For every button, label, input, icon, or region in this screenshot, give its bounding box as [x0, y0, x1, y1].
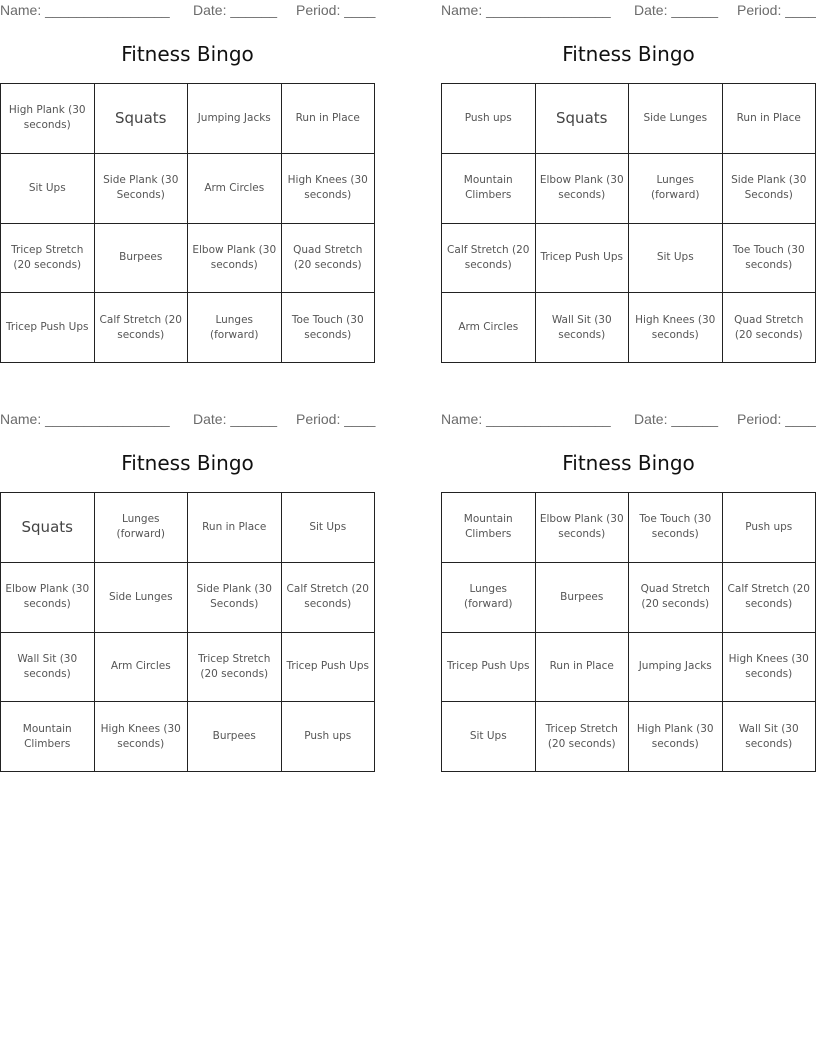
- bingo-cell: High Knees (30 seconds): [95, 702, 189, 772]
- bingo-cell: Quad Stretch (20 seconds): [282, 224, 376, 294]
- bingo-cell: Arm Circles: [188, 154, 282, 224]
- bingo-cell: Toe Touch (30 seconds): [282, 293, 376, 363]
- card-title: Fitness Bingo: [121, 42, 254, 66]
- bingo-cell: High Plank (30 seconds): [629, 702, 723, 772]
- bingo-cell: Push ups: [282, 702, 376, 772]
- period-field-label: Period: ____: [296, 411, 376, 427]
- period-field-label: Period: ____: [296, 2, 376, 18]
- bingo-cell: Tricep Stretch (20 seconds): [188, 633, 282, 703]
- bingo-cell: Lunges (forward): [629, 154, 723, 224]
- bingo-cell: Elbow Plank (30 seconds): [1, 563, 95, 633]
- bingo-cell: Push ups: [723, 493, 816, 563]
- bingo-cell: Calf Stretch (20 seconds): [95, 293, 189, 363]
- bingo-cell: Wall Sit (30 seconds): [1, 633, 95, 703]
- bingo-cell: Tricep Push Ups: [442, 633, 536, 703]
- bingo-cell: Mountain Climbers: [442, 154, 536, 224]
- bingo-cell: Squats: [95, 84, 189, 154]
- bingo-cell: Toe Touch (30 seconds): [629, 493, 723, 563]
- bingo-cell: High Plank (30 seconds): [1, 84, 95, 154]
- bingo-cell: Sit Ups: [442, 702, 536, 772]
- name-field-label: Name: ________________: [0, 411, 170, 427]
- period-field-label: Period: ____: [737, 411, 816, 427]
- bingo-cell: Elbow Plank (30 seconds): [536, 154, 630, 224]
- bingo-cell: Wall Sit (30 seconds): [536, 293, 630, 363]
- card-header: [441, 2, 816, 20]
- bingo-cell: Calf Stretch (20 seconds): [723, 563, 816, 633]
- bingo-cell: Side Plank (30 Seconds): [188, 563, 282, 633]
- bingo-cell: Sit Ups: [1, 154, 95, 224]
- bingo-cell: Jumping Jacks: [629, 633, 723, 703]
- bingo-cell: Squats: [1, 493, 95, 563]
- card-header: [0, 2, 375, 20]
- bingo-cell: Arm Circles: [442, 293, 536, 363]
- bingo-cell: High Knees (30 seconds): [723, 633, 816, 703]
- bingo-cell: Side Plank (30 Seconds): [95, 154, 189, 224]
- bingo-cell: Calf Stretch (20 seconds): [282, 563, 376, 633]
- date-field-label: Date: ______: [193, 2, 278, 18]
- name-field-label: Name: ________________: [441, 411, 611, 427]
- bingo-cell: Quad Stretch (20 seconds): [723, 293, 816, 363]
- bingo-cell: Side Plank (30 Seconds): [723, 154, 816, 224]
- bingo-cell: Mountain Climbers: [442, 493, 536, 563]
- bingo-cell: Elbow Plank (30 seconds): [188, 224, 282, 294]
- bingo-cell: Side Lunges: [629, 84, 723, 154]
- bingo-cell: Run in Place: [188, 493, 282, 563]
- card-header: [0, 411, 375, 429]
- bingo-cell: Sit Ups: [282, 493, 376, 563]
- bingo-grid: [0, 83, 375, 363]
- bingo-cell: Quad Stretch (20 seconds): [629, 563, 723, 633]
- date-field-label: Date: ______: [634, 411, 719, 427]
- name-field-label: Name: ________________: [0, 2, 170, 18]
- bingo-cell: Squats: [536, 84, 630, 154]
- bingo-grid: [0, 492, 375, 772]
- bingo-cell: Arm Circles: [95, 633, 189, 703]
- bingo-cell: Toe Touch (30 seconds): [723, 224, 816, 294]
- bingo-cell: Jumping Jacks: [188, 84, 282, 154]
- card-title: Fitness Bingo: [562, 451, 695, 475]
- bingo-cell: Run in Place: [536, 633, 630, 703]
- bingo-cell: Burpees: [95, 224, 189, 294]
- bingo-cell: Burpees: [188, 702, 282, 772]
- bingo-cell: Mountain Climbers: [1, 702, 95, 772]
- bingo-cell: High Knees (30 seconds): [282, 154, 376, 224]
- bingo-cell: Tricep Push Ups: [282, 633, 376, 703]
- date-field-label: Date: ______: [193, 411, 278, 427]
- bingo-cell: Side Lunges: [95, 563, 189, 633]
- bingo-cell: Run in Place: [282, 84, 376, 154]
- bingo-cell: Tricep Stretch (20 seconds): [1, 224, 95, 294]
- bingo-cell: Elbow Plank (30 seconds): [536, 493, 630, 563]
- bingo-grid: [441, 492, 816, 772]
- bingo-cell: Lunges (forward): [442, 563, 536, 633]
- bingo-cell: Sit Ups: [629, 224, 723, 294]
- bingo-cell: Run in Place: [723, 84, 816, 154]
- bingo-cell: Wall Sit (30 seconds): [723, 702, 816, 772]
- card-header: [441, 411, 816, 429]
- date-field-label: Date: ______: [634, 2, 719, 18]
- bingo-cell: Tricep Push Ups: [536, 224, 630, 294]
- bingo-cell: Calf Stretch (20 seconds): [442, 224, 536, 294]
- bingo-cell: Burpees: [536, 563, 630, 633]
- card-title: Fitness Bingo: [121, 451, 254, 475]
- bingo-cell: Lunges (forward): [188, 293, 282, 363]
- bingo-cell: Lunges (forward): [95, 493, 189, 563]
- bingo-cell: High Knees (30 seconds): [629, 293, 723, 363]
- name-field-label: Name: ________________: [441, 2, 611, 18]
- bingo-cell: Tricep Push Ups: [1, 293, 95, 363]
- card-title: Fitness Bingo: [562, 42, 695, 66]
- bingo-grid: [441, 83, 816, 363]
- bingo-cell: Push ups: [442, 84, 536, 154]
- period-field-label: Period: ____: [737, 2, 816, 18]
- bingo-cell: Tricep Stretch (20 seconds): [536, 702, 630, 772]
